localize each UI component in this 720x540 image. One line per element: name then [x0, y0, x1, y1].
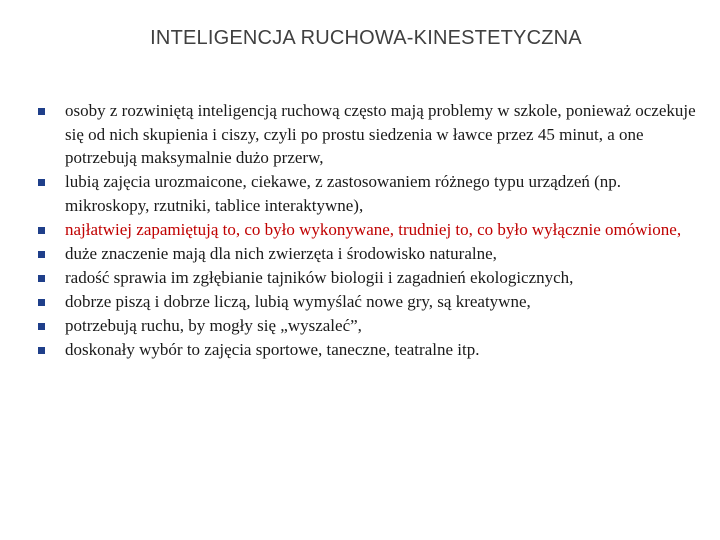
- square-bullet-icon: [38, 323, 45, 330]
- bullet-item-memory: [38, 218, 698, 242]
- bullet-item-varied-classes: [38, 170, 698, 217]
- bullet-text: duże znaczenie mają dla nich zwierzęta i środowisko naturalne,: [65, 243, 497, 263]
- bullet-item-creative: [38, 290, 698, 314]
- bullet-text: osoby z rozwiniętą inteligencją ruchową często mają problemy w szkole, ponieważ oczekuje się od nich skupienia i ciszy, czyli po prostu siedzenia w ławce przez 45 minut, a one potrzebują maksymalnie dużo przerw,: [65, 101, 696, 167]
- square-bullet-icon: [38, 275, 45, 282]
- bullet-text: dobrze piszą i dobrze liczą, lubią wymyślać nowe gry, są kreatywne,: [65, 291, 531, 311]
- bullet-text: najłatwiej zapamiętują to, co było wykonywane, trudniej to, co było wyłącznie omówione,: [65, 219, 682, 239]
- bullet-text: doskonały wybór to zajęcia sportowe, taneczne, teatralne itp.: [65, 339, 480, 359]
- square-bullet-icon: [38, 251, 45, 258]
- bullet-text: radość sprawia im zgłębianie tajników biologii i zagadnień ekologicznych,: [65, 267, 574, 287]
- square-bullet-icon: [38, 299, 45, 306]
- bullet-item-biology: [38, 266, 698, 290]
- square-bullet-icon: [38, 227, 45, 234]
- square-bullet-icon: [38, 347, 45, 354]
- bullet-text: lubią zajęcia urozmaicone, ciekawe, z zastosowaniem różnego typu urządzeń (np. mikroskopy, rzutniki, tablice interaktywne),: [65, 172, 622, 215]
- square-bullet-icon: [38, 179, 45, 186]
- bullet-item-activities: [38, 338, 698, 362]
- bullet-item-animals-nature: [38, 242, 698, 266]
- bullet-text: potrzebują ruchu, by mogły się „wyszaleć”,: [65, 315, 362, 335]
- bullet-list: [38, 99, 698, 362]
- slide-title: INTELIGENCJA RUCHOWA-KINESTETYCZNA: [150, 27, 582, 49]
- bullet-item-movement: [38, 314, 698, 338]
- square-bullet-icon: [38, 108, 45, 115]
- bullet-item-school-problems: [38, 99, 698, 170]
